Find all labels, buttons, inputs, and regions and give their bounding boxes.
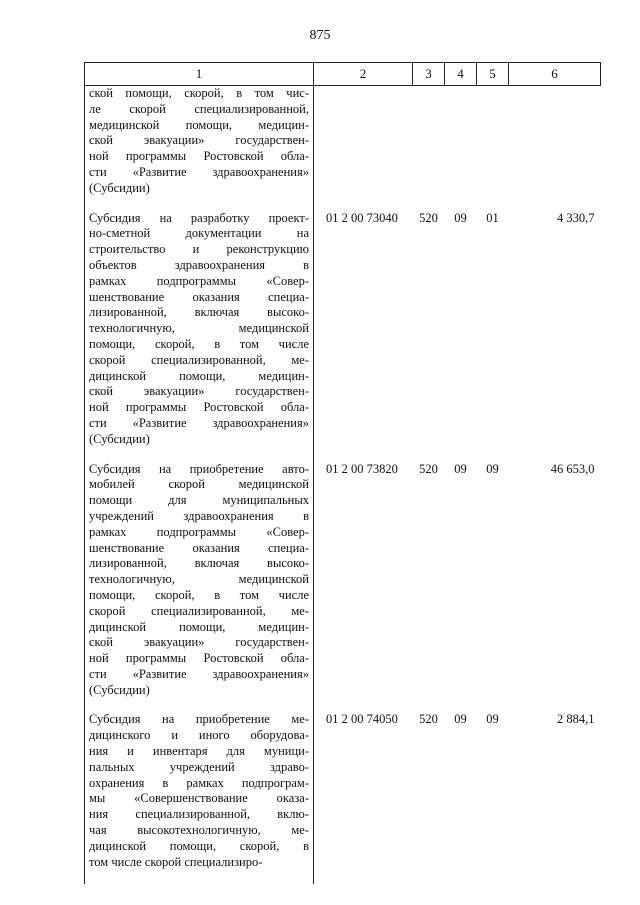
description-line: скорой специализированной, ме- [89, 603, 309, 618]
section-code: 09 [454, 712, 467, 727]
description-line: помощи, скорой, в том числе [89, 336, 309, 351]
description-line: ной программы Ростовской обла- [89, 651, 309, 666]
section-code: 09 [454, 210, 467, 225]
subsection-code: 01 [486, 210, 499, 225]
description-line: дицинской помощи, скорой, в [89, 838, 309, 853]
description-line: строительство и реконструкцию [89, 242, 309, 257]
description-line: лизированной, включая высоко- [89, 305, 309, 320]
row-description [85, 86, 314, 211]
description-line: ской эвакуации» государствен- [89, 635, 309, 650]
description-line: ской эвакуации» государствен- [89, 133, 309, 148]
section-code [445, 86, 477, 211]
budget-code: 01 2 00 73040 [326, 210, 398, 225]
description-line: рамках подпрограммы «Совер- [89, 273, 309, 288]
description-line: дицинской помощи, медицин- [89, 619, 309, 634]
row-description [85, 712, 314, 884]
table-row [85, 211, 601, 462]
column-header: 6 [509, 63, 601, 86]
column-header: 4 [445, 63, 477, 86]
description-line: рамках подпрограммы «Совер- [89, 524, 309, 539]
subsection-code: 09 [486, 461, 499, 476]
expense-type: 520 [419, 210, 438, 225]
column-header: 3 [413, 63, 445, 86]
description-line: технологичную, медицинской [89, 572, 309, 587]
description-line: (Субсидии) [89, 180, 150, 195]
description-line: ной программы Ростовской обла- [89, 400, 309, 415]
description-line: Субсидия на приобретение ме- [89, 712, 309, 727]
description-line: мы «Совершенствование оказа- [89, 791, 309, 806]
amount: 46 653,0 [550, 461, 595, 476]
expense-type: 520 [419, 712, 438, 727]
description-line: сти «Развитие здравоохранения» [89, 415, 309, 430]
description-line: (Субсидии) [89, 682, 150, 697]
column-header: 1 [85, 63, 314, 86]
description-line: сти «Развитие здравоохранения» [89, 666, 309, 681]
expense-type: 520 [419, 461, 438, 476]
description-line: том числе скорой специализиро- [89, 854, 263, 869]
description-line: помощи для муниципальных [89, 493, 309, 508]
description-line: сти «Развитие здравоохранения» [89, 164, 309, 179]
description-line: но-сметной документации на [89, 226, 309, 241]
budget-code: 01 2 00 73820 [326, 461, 398, 476]
description-line: помощи, скорой, в том числе [89, 587, 309, 602]
row-description [85, 211, 314, 462]
amount: 4 330,7 [557, 210, 595, 225]
description-line: ской помощи, скорой, в том чис- [89, 86, 309, 100]
column-number-header-row [85, 63, 601, 86]
description-line: ния специализированной, вклю- [89, 807, 309, 822]
description-line: пальных учреждений здраво- [89, 759, 309, 774]
description-line: (Субсидии) [89, 431, 150, 446]
amount [509, 86, 601, 211]
description-line: мобилей скорой медицинской [89, 477, 309, 492]
description-line: технологичную, медицинской [89, 321, 309, 336]
table-row [85, 712, 601, 884]
section-code: 09 [454, 461, 467, 476]
description-line: Субсидия на разработку проект- [89, 210, 309, 225]
table-row [85, 86, 601, 211]
column-header: 5 [477, 63, 509, 86]
description-line: ной программы Ростовской обла- [89, 149, 309, 164]
budget-code: 01 2 00 74050 [326, 712, 398, 727]
description-line: лизированной, включая высоко- [89, 556, 309, 571]
description-line: дицинского и иного оборудова- [89, 728, 309, 743]
expense-type [413, 86, 445, 211]
description-line: учреждений здравоохранения в [89, 508, 309, 523]
description-line: ния и инвентаря для муници- [89, 744, 309, 759]
column-header: 2 [314, 63, 413, 86]
description-line: медицинской помощи, медицин- [89, 117, 309, 132]
description-line: охранения в рамках подпрограм- [89, 775, 309, 790]
page-number: 875 [309, 28, 331, 43]
description-line: скорой специализированной, ме- [89, 352, 309, 367]
table-row [85, 462, 601, 713]
description-line: объектов здравоохранения в [89, 257, 309, 272]
description-line: шенствование оказания специа- [89, 289, 309, 304]
table-body [85, 86, 601, 885]
description-line: ской эвакуации» государствен- [89, 384, 309, 399]
budget-code [314, 86, 413, 211]
description-line: чая высокотехнологичную, ме- [89, 823, 309, 838]
description-line: ле скорой специализированной, [89, 101, 309, 116]
subsection-code: 09 [486, 712, 499, 727]
description-line: шенствование оказания специа- [89, 540, 309, 555]
row-description [85, 462, 314, 713]
subsection-code [477, 86, 509, 211]
description-line: Субсидия на приобретение авто- [89, 461, 309, 476]
description-line: дицинской помощи, медицин- [89, 368, 309, 383]
budget-table [84, 62, 601, 884]
amount: 2 884,1 [557, 712, 595, 727]
